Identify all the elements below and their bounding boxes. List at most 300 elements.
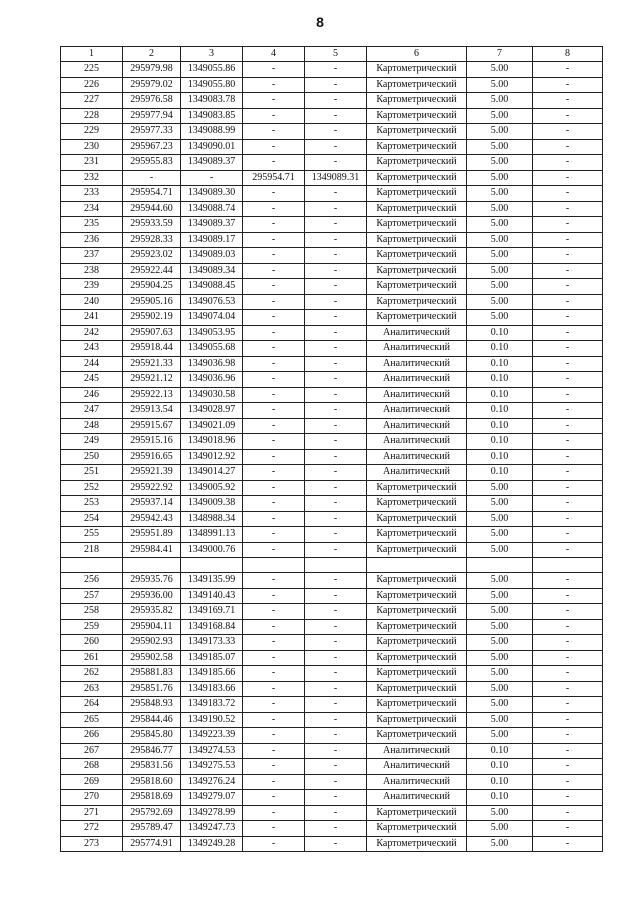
table-cell: -: [533, 124, 603, 140]
table-cell: 5.00: [467, 62, 533, 78]
table-cell: 1349055.68: [181, 341, 243, 357]
table-cell: [533, 558, 603, 573]
table-cell: 1349021.09: [181, 418, 243, 434]
table-row: [61, 805, 603, 821]
table-cell: 5.00: [467, 604, 533, 620]
table-cell: -: [533, 232, 603, 248]
table-cell: 245: [61, 372, 123, 388]
table-cell: 0.10: [467, 449, 533, 465]
table-cell: -: [305, 588, 367, 604]
table-cell: -: [305, 681, 367, 697]
table-cell: -: [305, 774, 367, 790]
table-cell: -: [243, 666, 305, 682]
table-cell: 0.10: [467, 387, 533, 403]
table-cell: -: [305, 248, 367, 264]
table-cell: 0.10: [467, 341, 533, 357]
table-cell: 1349012.92: [181, 449, 243, 465]
table-cell: 1349183.72: [181, 697, 243, 713]
table-row: [61, 635, 603, 651]
table-cell: 295845.80: [123, 728, 181, 744]
table-cell: -: [533, 511, 603, 527]
table-cell: Картометрический: [367, 186, 467, 202]
table-cell: 295984.41: [123, 542, 181, 558]
table-cell: -: [243, 201, 305, 217]
table-cell: 1349076.53: [181, 294, 243, 310]
table-cell: 259: [61, 619, 123, 635]
table-cell: 1349014.27: [181, 465, 243, 481]
table-cell: Картометрический: [367, 294, 467, 310]
table-cell: 295844.46: [123, 712, 181, 728]
table-cell: 1349005.92: [181, 480, 243, 496]
table-cell: 5.00: [467, 310, 533, 326]
table-row: [61, 155, 603, 171]
table-row: [61, 666, 603, 682]
table-cell: 295881.83: [123, 666, 181, 682]
table-cell: Картометрический: [367, 155, 467, 171]
table-row: [61, 697, 603, 713]
table-cell: 295792.69: [123, 805, 181, 821]
table-cell: -: [533, 387, 603, 403]
table-cell: 295789.47: [123, 821, 181, 837]
table-cell: -: [243, 619, 305, 635]
table-cell: 267: [61, 743, 123, 759]
table-cell: 1349274.53: [181, 743, 243, 759]
table-cell: -: [305, 449, 367, 465]
table-cell: -: [305, 604, 367, 620]
table-cell: 244: [61, 356, 123, 372]
table-cell: 1349000.76: [181, 542, 243, 558]
table-cell: 0.10: [467, 356, 533, 372]
table-cell: -: [305, 434, 367, 450]
table-cell: 250: [61, 449, 123, 465]
table-cell: 1349275.53: [181, 759, 243, 775]
table-cell: -: [243, 155, 305, 171]
table-row: [61, 496, 603, 512]
column-header: 3: [181, 47, 243, 62]
table-cell: -: [305, 139, 367, 155]
table-cell: 295774.91: [123, 836, 181, 852]
table-cell: 295979.98: [123, 62, 181, 78]
table-cell: 226: [61, 77, 123, 93]
table-cell: Картометрический: [367, 62, 467, 78]
table-cell: Картометрический: [367, 77, 467, 93]
table-cell: 254: [61, 511, 123, 527]
table-cell: 0.10: [467, 403, 533, 419]
table-cell: -: [243, 294, 305, 310]
header-row: [61, 47, 603, 62]
table-row: [61, 124, 603, 140]
table-cell: -: [305, 527, 367, 543]
table-cell: 5.00: [467, 217, 533, 233]
table-row: [61, 790, 603, 806]
table-cell: Картометрический: [367, 310, 467, 326]
table-cell: -: [305, 666, 367, 682]
separator-row: [61, 558, 603, 573]
table-cell: 295922.92: [123, 480, 181, 496]
table-cell: 238: [61, 263, 123, 279]
table-cell: 271: [61, 805, 123, 821]
table-cell: 258: [61, 604, 123, 620]
table-cell: -: [533, 743, 603, 759]
table-cell: 295902.93: [123, 635, 181, 651]
table-cell: 236: [61, 232, 123, 248]
coordinates-table: [60, 46, 603, 852]
table-cell: 268: [61, 759, 123, 775]
table-row: [61, 108, 603, 124]
table-cell: 5.00: [467, 650, 533, 666]
table-cell: -: [243, 604, 305, 620]
table-cell: -: [305, 155, 367, 171]
table-cell: 269: [61, 774, 123, 790]
table-cell: Картометрический: [367, 604, 467, 620]
table-cell: -: [533, 279, 603, 295]
table-cell: 1349223.39: [181, 728, 243, 744]
table-row: [61, 201, 603, 217]
table-cell: -: [243, 573, 305, 589]
table-cell: -: [533, 821, 603, 837]
table-cell: -: [533, 496, 603, 512]
table-cell: -: [243, 77, 305, 93]
table-cell: 5.00: [467, 170, 533, 186]
table-cell: Аналитический: [367, 759, 467, 775]
table-cell: 5.00: [467, 248, 533, 264]
table-cell: 295967.23: [123, 139, 181, 155]
table-cell: 1349088.74: [181, 201, 243, 217]
table-row: [61, 821, 603, 837]
table-cell: 295951.89: [123, 527, 181, 543]
table-cell: Картометрический: [367, 666, 467, 682]
table-cell: 246: [61, 387, 123, 403]
table-cell: 257: [61, 588, 123, 604]
table-cell: -: [533, 542, 603, 558]
table-cell: 5.00: [467, 805, 533, 821]
table-cell: 242: [61, 325, 123, 341]
table-cell: 1349089.30: [181, 186, 243, 202]
table-cell: 295977.94: [123, 108, 181, 124]
table-cell: 295918.44: [123, 341, 181, 357]
table-cell: 295922.44: [123, 263, 181, 279]
table-cell: -: [533, 774, 603, 790]
table-row: [61, 93, 603, 109]
table-cell: 239: [61, 279, 123, 295]
table-row: [61, 728, 603, 744]
table-cell: 295921.39: [123, 465, 181, 481]
table-cell: Картометрический: [367, 232, 467, 248]
table-cell: Картометрический: [367, 805, 467, 821]
table-cell: 241: [61, 310, 123, 326]
table-cell: -: [243, 774, 305, 790]
table-cell: 230: [61, 139, 123, 155]
table-cell: -: [305, 790, 367, 806]
table-cell: 1349055.86: [181, 62, 243, 78]
table-cell: 5.00: [467, 712, 533, 728]
table-cell: -: [533, 728, 603, 744]
table-cell: -: [533, 372, 603, 388]
table-cell: 1349028.97: [181, 403, 243, 419]
table-cell: Картометрический: [367, 681, 467, 697]
table-cell: 5.00: [467, 124, 533, 140]
table-cell: 5.00: [467, 77, 533, 93]
table-cell: Картометрический: [367, 93, 467, 109]
table-cell: -: [305, 403, 367, 419]
table-cell: -: [305, 805, 367, 821]
table-cell: 1349168.84: [181, 619, 243, 635]
table-cell: 1349030.58: [181, 387, 243, 403]
table-cell: 1349185.66: [181, 666, 243, 682]
table-cell: 295977.33: [123, 124, 181, 140]
table-cell: -: [305, 759, 367, 775]
table-cell: 295902.19: [123, 310, 181, 326]
table-cell: -: [243, 434, 305, 450]
table-cell: -: [243, 403, 305, 419]
table-row: [61, 232, 603, 248]
table-cell: 295923.02: [123, 248, 181, 264]
table-cell: 1349279.07: [181, 790, 243, 806]
table-cell: 5.00: [467, 588, 533, 604]
table-cell: -: [305, 294, 367, 310]
table-cell: 5.00: [467, 836, 533, 852]
column-header: 1: [61, 47, 123, 62]
table-row: [61, 341, 603, 357]
table-cell: 5.00: [467, 681, 533, 697]
table-cell: -: [243, 635, 305, 651]
table-cell: -: [533, 341, 603, 357]
table-cell: 295954.71: [243, 170, 305, 186]
table-cell: -: [305, 186, 367, 202]
table-cell: 295916.65: [123, 449, 181, 465]
table-cell: Аналитический: [367, 403, 467, 419]
table-cell: -: [533, 248, 603, 264]
table-cell: 295976.58: [123, 93, 181, 109]
table-cell: 5.00: [467, 619, 533, 635]
table-cell: -: [305, 62, 367, 78]
table-row: [61, 186, 603, 202]
table-cell: -: [305, 372, 367, 388]
table-row: [61, 263, 603, 279]
table-row: [61, 774, 603, 790]
table-cell: 1349089.37: [181, 155, 243, 171]
table-cell: 5.00: [467, 279, 533, 295]
table-cell: -: [533, 619, 603, 635]
table-cell: -: [533, 356, 603, 372]
table-body: [61, 62, 603, 852]
table-cell: -: [533, 434, 603, 450]
table-cell: Картометрический: [367, 588, 467, 604]
table-cell: -: [533, 573, 603, 589]
table-row: [61, 465, 603, 481]
table-cell: Аналитический: [367, 449, 467, 465]
table-cell: -: [305, 511, 367, 527]
table-cell: -: [243, 712, 305, 728]
table-row: [61, 681, 603, 697]
table-cell: -: [305, 542, 367, 558]
table-cell: 295937.14: [123, 496, 181, 512]
table-cell: 1349088.99: [181, 124, 243, 140]
table-cell: -: [123, 170, 181, 186]
table-cell: Аналитический: [367, 743, 467, 759]
table-cell: Картометрический: [367, 279, 467, 295]
table-cell: 5.00: [467, 542, 533, 558]
table-cell: Картометрический: [367, 728, 467, 744]
table-cell: -: [305, 836, 367, 852]
table-cell: -: [181, 170, 243, 186]
table-cell: 233: [61, 186, 123, 202]
table-cell: 0.10: [467, 372, 533, 388]
table-cell: 237: [61, 248, 123, 264]
table-row: [61, 743, 603, 759]
table-cell: 295818.69: [123, 790, 181, 806]
table-cell: 5.00: [467, 480, 533, 496]
table-cell: 1349036.96: [181, 372, 243, 388]
table-cell: Картометрический: [367, 217, 467, 233]
table-row: [61, 279, 603, 295]
table-cell: -: [243, 588, 305, 604]
table-cell: 1349088.45: [181, 279, 243, 295]
table-cell: 252: [61, 480, 123, 496]
table-cell: 231: [61, 155, 123, 171]
table-cell: -: [305, 77, 367, 93]
table-cell: -: [533, 790, 603, 806]
table-cell: -: [243, 387, 305, 403]
table-cell: -: [243, 480, 305, 496]
column-header: 4: [243, 47, 305, 62]
table-cell: -: [305, 310, 367, 326]
table-cell: -: [533, 588, 603, 604]
table-cell: -: [305, 650, 367, 666]
table-cell: -: [243, 418, 305, 434]
table-cell: 295979.02: [123, 77, 181, 93]
table-cell: 5.00: [467, 697, 533, 713]
table-cell: 295942.43: [123, 511, 181, 527]
table-cell: Картометрический: [367, 542, 467, 558]
table-cell: -: [243, 759, 305, 775]
table-cell: -: [305, 712, 367, 728]
table-cell: Картометрический: [367, 108, 467, 124]
table-row: [61, 511, 603, 527]
table-row: [61, 170, 603, 186]
table-cell: 5.00: [467, 232, 533, 248]
table-cell: 1349183.66: [181, 681, 243, 697]
table-cell: [367, 558, 467, 573]
table-cell: -: [243, 139, 305, 155]
table-cell: -: [533, 93, 603, 109]
table-cell: 295915.16: [123, 434, 181, 450]
table-cell: -: [533, 310, 603, 326]
table-cell: 1349190.52: [181, 712, 243, 728]
table-cell: -: [533, 681, 603, 697]
table-cell: -: [305, 743, 367, 759]
table-header: [61, 47, 603, 62]
table-cell: -: [243, 728, 305, 744]
table-cell: -: [243, 356, 305, 372]
table-cell: 5.00: [467, 139, 533, 155]
table-cell: -: [305, 418, 367, 434]
table-cell: 1349053.95: [181, 325, 243, 341]
table-cell: 5.00: [467, 263, 533, 279]
table-cell: 1349090.01: [181, 139, 243, 155]
table-cell: -: [305, 356, 367, 372]
table-cell: 295831.56: [123, 759, 181, 775]
table-cell: 251: [61, 465, 123, 481]
table-cell: [243, 558, 305, 573]
table-cell: -: [243, 108, 305, 124]
table-cell: 1349276.24: [181, 774, 243, 790]
table-cell: 0.10: [467, 774, 533, 790]
table-cell: 270: [61, 790, 123, 806]
table-cell: 263: [61, 681, 123, 697]
table-row: [61, 62, 603, 78]
table-cell: 1349173.33: [181, 635, 243, 651]
table-cell: 295846.77: [123, 743, 181, 759]
table-cell: -: [533, 325, 603, 341]
table-cell: Картометрический: [367, 619, 467, 635]
table-cell: -: [533, 155, 603, 171]
table-cell: Картометрический: [367, 139, 467, 155]
table-row: [61, 77, 603, 93]
table-cell: 266: [61, 728, 123, 744]
table-cell: -: [243, 805, 305, 821]
table-cell: Картометрический: [367, 821, 467, 837]
table-cell: Картометрический: [367, 573, 467, 589]
table-cell: 0.10: [467, 465, 533, 481]
table-cell: 256: [61, 573, 123, 589]
table-cell: -: [533, 201, 603, 217]
table-cell: Картометрический: [367, 712, 467, 728]
table-cell: -: [305, 496, 367, 512]
table-cell: 295922.13: [123, 387, 181, 403]
table-cell: -: [243, 650, 305, 666]
table-cell: Картометрический: [367, 201, 467, 217]
table-cell: -: [533, 836, 603, 852]
table-cell: 272: [61, 821, 123, 837]
table-cell: -: [305, 573, 367, 589]
table-cell: 265: [61, 712, 123, 728]
table-cell: -: [243, 263, 305, 279]
table-cell: -: [243, 341, 305, 357]
table-cell: 295954.71: [123, 186, 181, 202]
table-cell: 1349185.07: [181, 650, 243, 666]
table-row: [61, 542, 603, 558]
table-cell: 295907.63: [123, 325, 181, 341]
table-cell: 232: [61, 170, 123, 186]
table-cell: -: [243, 310, 305, 326]
table-cell: -: [243, 279, 305, 295]
table-cell: Картометрический: [367, 496, 467, 512]
table-cell: -: [305, 341, 367, 357]
table-cell: [181, 558, 243, 573]
table-cell: -: [533, 263, 603, 279]
table-cell: 295851.76: [123, 681, 181, 697]
table-row: [61, 434, 603, 450]
table-cell: 5.00: [467, 573, 533, 589]
table-cell: -: [305, 93, 367, 109]
table-cell: -: [305, 728, 367, 744]
table-cell: Картометрический: [367, 124, 467, 140]
table-cell: -: [243, 62, 305, 78]
table-cell: -: [533, 666, 603, 682]
table-cell: Картометрический: [367, 836, 467, 852]
table-cell: -: [305, 697, 367, 713]
table-cell: -: [305, 201, 367, 217]
table-cell: 5.00: [467, 728, 533, 744]
table-row: [61, 650, 603, 666]
table-cell: -: [305, 480, 367, 496]
table-cell: -: [533, 294, 603, 310]
table-cell: 5.00: [467, 93, 533, 109]
table-cell: 295928.33: [123, 232, 181, 248]
table-cell: [467, 558, 533, 573]
table-cell: -: [305, 465, 367, 481]
